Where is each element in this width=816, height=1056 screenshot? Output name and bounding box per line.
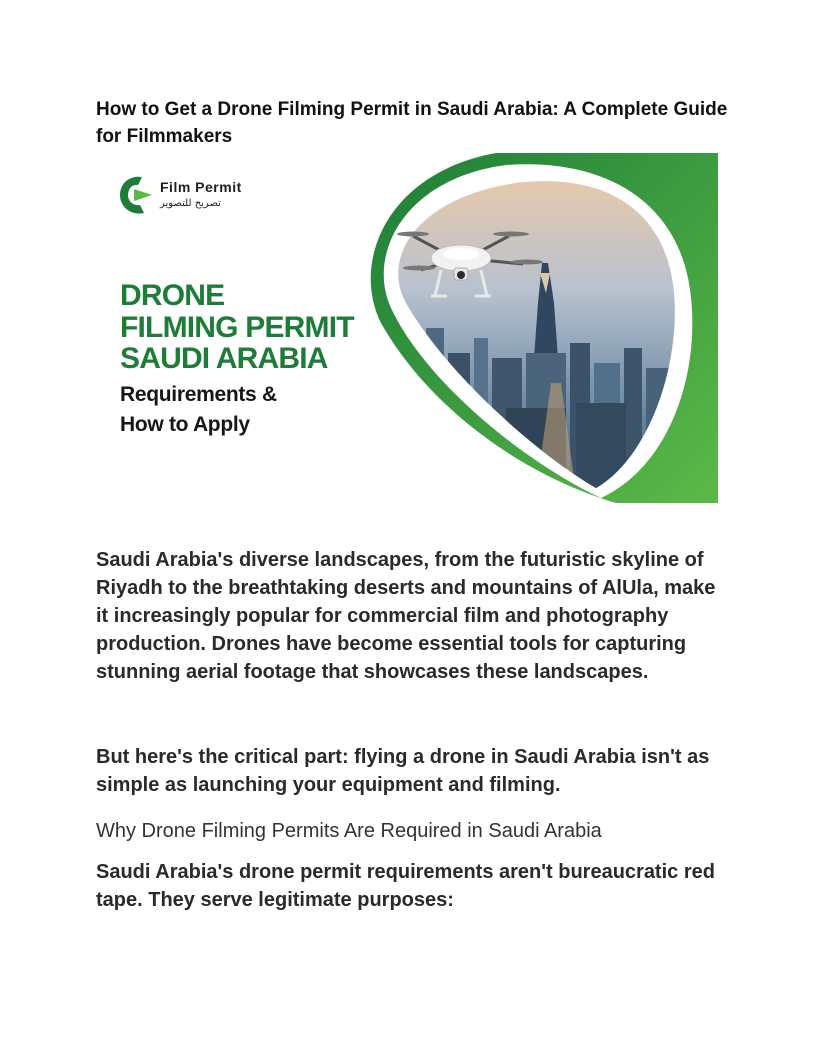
film-permit-logo <box>120 177 242 214</box>
document-title: How to Get a Drone Filming Permit in Saudi Arabia: A Complete Guide for Filmmakers <box>96 99 728 147</box>
critical-paragraph: But here's the critical part: flying a drone in Saudi Arabia isn't as simple as launching your equipment and filming. <box>96 746 710 796</box>
intro-paragraph: Saudi Arabia's diverse landscapes, from the futuristic skyline of Riyadh to the breathtaking deserts and mountains of AlUla, make it increasingly popular for commercial film and photography production. Drones have become essential tools for capturing stunning aerial footage that showcases these landscapes. <box>96 549 716 683</box>
promo-banner <box>96 153 718 503</box>
section-heading: Why Drone Filming Permits Are Required in Saudi Arabia <box>96 820 602 842</box>
reasons-paragraph: Saudi Arabia's drone permit requirements aren't bureaucratic red tape. They serve legitimate purposes: <box>96 861 715 911</box>
headline-line-1: DRONE <box>120 279 225 312</box>
subline-line-1: Requirements & <box>120 383 277 406</box>
subline-line-2: How to Apply <box>120 413 250 436</box>
headline-line-2: FILMING PERMIT <box>120 311 354 344</box>
logo-arabic: تصريح للتصوير <box>160 198 221 209</box>
headline-line-3: SAUDI ARABIA <box>120 342 328 375</box>
logo-english: Film Permit <box>160 179 242 195</box>
